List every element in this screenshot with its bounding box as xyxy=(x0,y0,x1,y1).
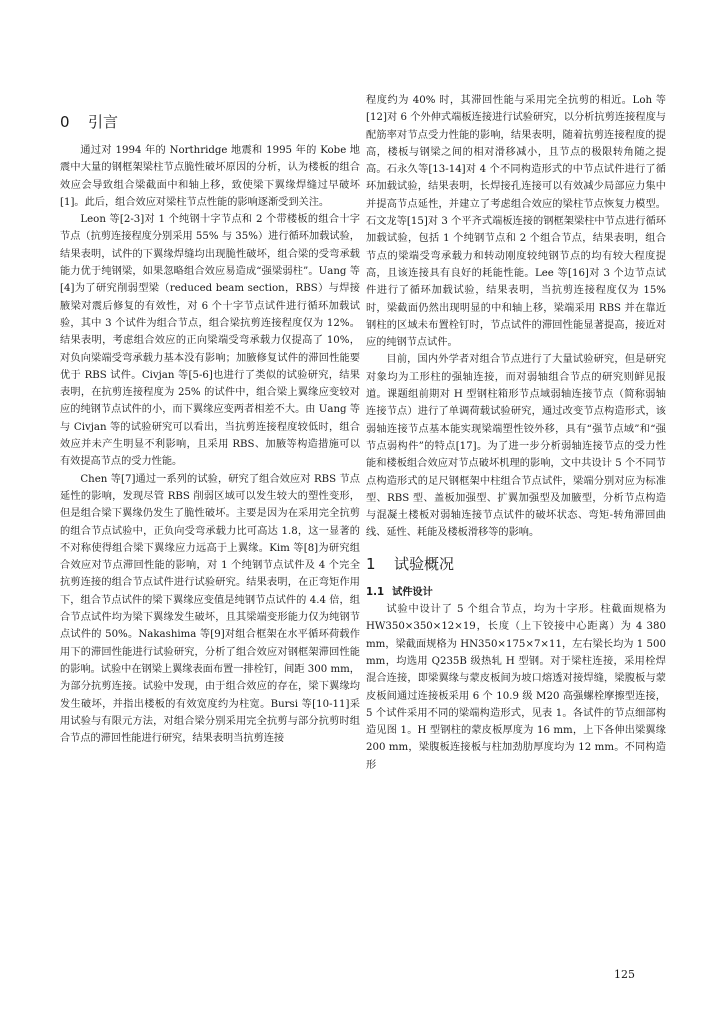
section-number: 1 xyxy=(366,554,376,573)
paragraph: Leon 等[2-3]对 1 个纯钢十字节点和 2 个带楼板的组合十字节点（抗剪连接程度分别采用 55% 与 35%）进行循环加载试验，结果表明，试件的下翼缘焊缝均出现脆性破坏，组合梁的受弯承载能力优于纯钢梁，如果忽略组合效应易造成“强梁弱柱”。Uang 等[4]为了研究削弱型梁（reduced beam section，RBS）与焊接腋梁对震后修复的有效性，对 6 个十字节点试件进行循环加载试验，其中 3 个试件为组合节点，组合梁抗剪连接程度仅为 12%。结果表明，考虑组合效应的正向梁端受弯承载力仅提高了 10%，对负向梁端受弯承载力基本没有影响；加腋修复试件的滞回性能要优于 RBS 试件。Civjan 等[5-6]也进行了类似的试验研究，结果表明，在抗剪连接程度为 25% 的试件中，组合梁上翼缘应变较对应的纯钢节点试件的小，而下翼缘应变两者相差不大。由 Uang 等与 Civjan 等的试验研究可以看出，当抗剪连接程度较低时，组合效应并未产生明显不利影响，且采用 RBS、加腋等构造措施可以有效提高节点的受力性能。 xyxy=(60,214,360,468)
page-number: 125 xyxy=(614,968,635,981)
section-title: 试验概况 xyxy=(394,554,455,573)
subsection-heading xyxy=(366,584,666,601)
subsection-number: 1.1 xyxy=(366,586,385,598)
section-0-heading xyxy=(60,112,360,132)
paragraph: 目前，国内外学者对组合节点进行了大量试验研究，但是研究对象均为工形柱的强轴连接，而对弱轴组合节点的研究则鲜见报道。课题组前期对 H 型钢柱箱形节点域弱轴连接节点（简称弱轴连接节点）进行了单调荷载试验研究，通过改变节点构造形式，该弱轴连接节点基本能实现梁端塑性铰外移，具有“强节点域”和“强节点弱构件”的特点[17]。为了进一步分析弱轴连接节点的受力性能和楼板组合效应对节点破坏机理的影响，文中共设计 5 个不同节点构造形式的足尺钢框架中柱组合节点试件，梁端分别对应为标准型、RBS 型、盖板加强型、扩翼加强型及加腋型，分析节点构造与混凝土楼板对弱轴连接节点试件的破坏状态、弯矩-转角滞回曲线、延性、耗能及楼板滑移等的影响。 xyxy=(366,354,666,539)
right-column xyxy=(366,92,666,774)
paragraph: 通过对 1994 年的 Northridge 地震和 1995 年的 Kobe 地震中大量的钢框架梁柱节点脆性破坏原因的分析，认为楼板的组合效应会导致组合梁截面中和轴上移，致使梁下翼缘焊缝过早破坏[1]。此后，组合效应对梁柱节点性能的影响逐渐受到关注。 xyxy=(60,145,360,208)
section-title: 引言 xyxy=(88,113,119,131)
paragraph: 试验中设计了 5 个组合节点，均为十字形。柱截面规格为 HW350×350×12×19，长度（上下铰接中心距离）为 4 380 mm，梁截面规格为 HN350×175×7×11，左右梁长均为 1 500 mm，均选用 Q235B 级热轧 H 型钢。对于梁柱连接，采用栓焊混合连接，即梁翼缘与蒙皮板间为坡口熔透对接焊缝，梁腹板与蒙皮板间通过连接板采用 6 个 10.9 级 M20 高强螺栓摩擦型连接，5 个试件采用不同的梁端构造形式，见表 1。各试件的节点细部构造见图 1。H 型钢柱的蒙皮板厚度为 16 mm，上下各伸出梁翼缘 200 mm，梁腹板连接板与柱加劲肋厚度均为 12 mm。不同构造形 xyxy=(366,604,666,771)
left-column xyxy=(60,112,360,747)
section-1-heading xyxy=(366,554,666,574)
paragraph: 程度约为 40% 时，其滞回性能与采用完全抗剪的相近。Loh 等[12]对 6 个外伸式端板连接进行试验研究，以分析抗剪连接程度与配筋率对节点受力性能的影响，结果表明，随着抗剪连接程度的提高，楼板与钢梁之间的相对滑移减小，且节点的极限转角随之提高。石永久等[13-14]对 4 个不同构造形式的中节点试件进行了循环加载试验，结果表明，长焊接孔连接可以有效减少局部应力集中并提高节点延性，并建立了考虑组合效应的梁柱节点恢复力模型。石文龙等[15]对 3 个平齐式端板连接的钢框架梁柱中节点进行循环加载试验，包括 1 个纯钢节点和 2 个组合节点，结果表明，组合节点的梁端受弯承载力和转动刚度较纯钢节点的均有较大程度提高，且该连接具有良好的耗能性能。Lee 等[16]对 3 个边节点试件进行了循环加载试验，结果表明，当抗剪连接程度仅为 15% 时，梁截面仍然出现明显的中和轴上移，梁端采用 RBS 并在靠近钢柱的区域未布置栓钉时，节点试件的滞回性能显著提高，接近对应的纯钢节点试件。 xyxy=(366,95,666,349)
paragraph: Chen 等[7]通过一系列的试验，研究了组合效应对 RBS 节点延性的影响，发现尽管 RBS 削弱区域可以发生较大的塑性变形，但是组合梁下翼缘仍发生了脆性破坏。主要是因为在采用完全抗剪的组合节点试验中，正负向受弯承载力比可高达 1.8，这一显著的不对称使得组合梁下翼缘应力远高于上翼缘。Kim 等[8]为研究组合效应对节点滞回性能的影响，对 1 个纯钢节点试件及 4 个完全抗剪连接的组合节点试件进行试验研究。结果表明，在正弯矩作用下，组合节点试件的梁下翼缘应变值是纯钢节点试件的 4.4 倍，组合节点试件均为梁下翼缘发生破坏，且其梁端变形能力仅为纯钢节点试件的 50%。Nakashima 等[9]对组合框架在水平循环荷载作用下的滞回性能进行试验研究，分析了组合效应对钢框架滞回性能的影响。试验中在钢梁上翼缘表面布置一排栓钉，间距 300 mm，为部分抗剪连接。试验中发现，由于组合效应的存在，梁下翼缘均发生破坏，并指出楼板的有效宽度约为柱宽。Bursi 等[10-11]采用试验与有限元方法，对组合梁分别采用完全抗剪与部分抗剪时组合节点的滞回性能进行研究，结果表明当抗剪连接 xyxy=(60,473,360,745)
subsection-title: 试件设计 xyxy=(392,586,433,598)
section-number: 0 xyxy=(60,113,70,131)
